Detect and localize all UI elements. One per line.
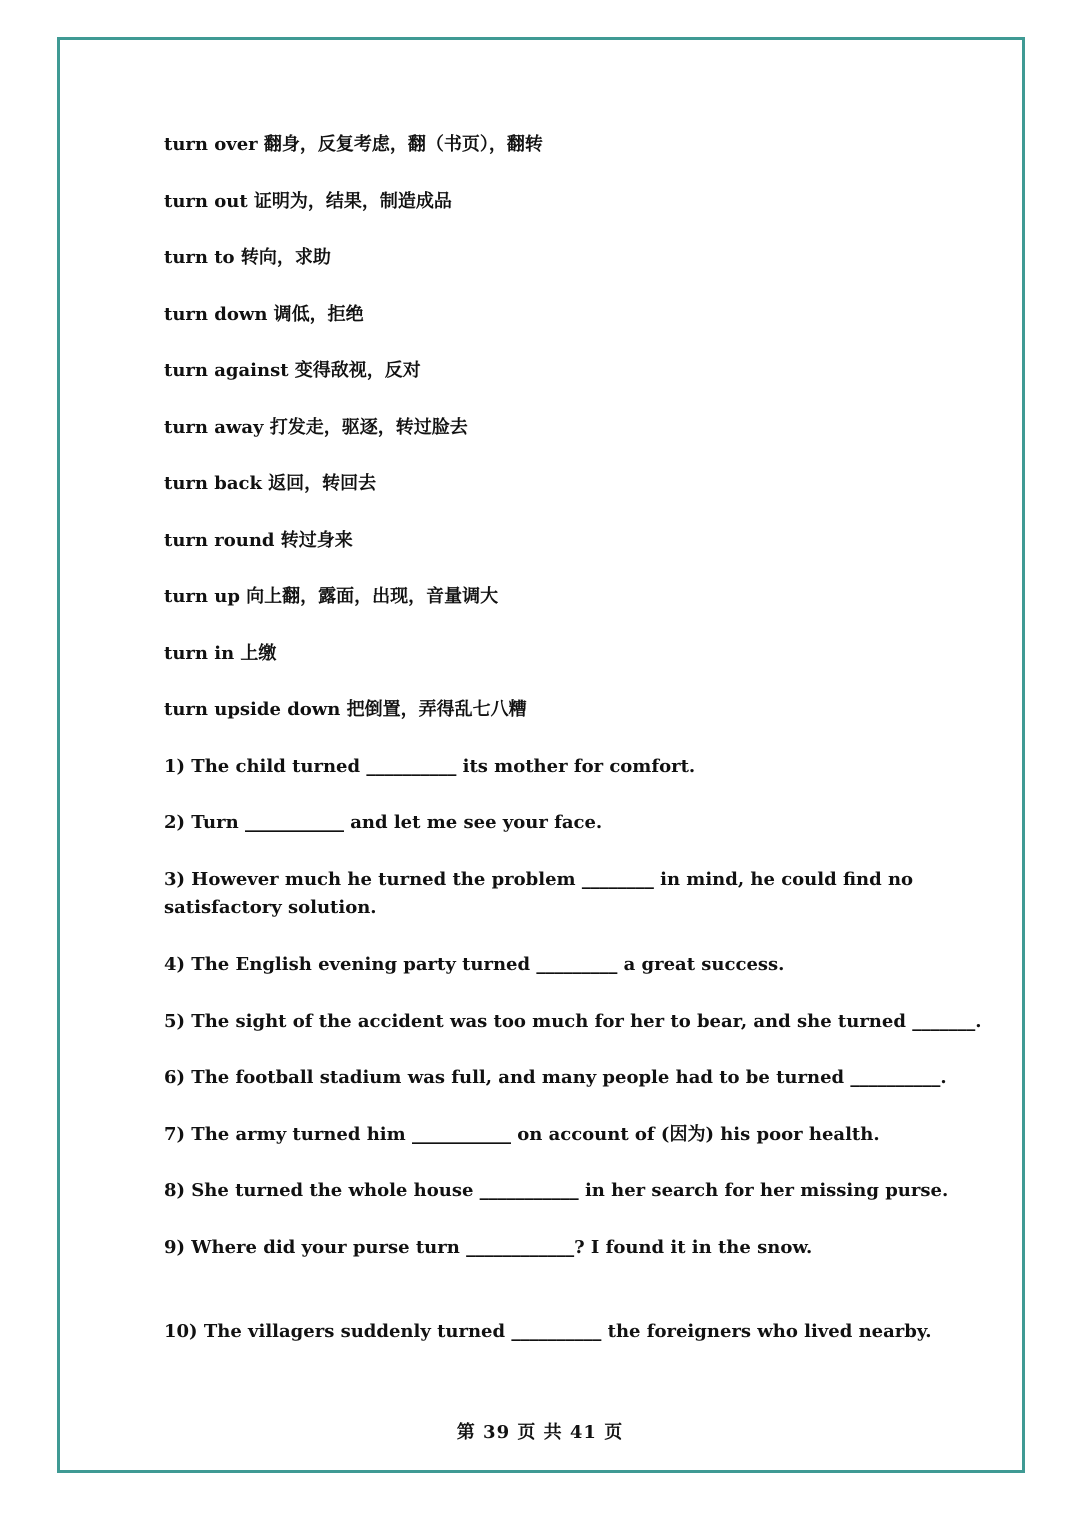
exercise-5: 5) The sight of the accident was too much for her to bear, and she turned _______. — [164, 1011, 982, 1032]
exercise-2: 2) Turn ___________ and let me see your face. — [164, 812, 603, 833]
phrase-turn-round: turn round 转过身来 — [164, 530, 353, 551]
exercise-8: 8) She turned the whole house ___________ in her search for her missing purse. — [164, 1180, 949, 1201]
phrase-turn-away: turn away 打发走，驱逐，转过脸去 — [164, 417, 468, 438]
phrase-turn-up: turn up 向上翻，露面，出现，音量调大 — [164, 586, 499, 607]
phrase-turn-to: turn to 转向，求助 — [164, 247, 331, 268]
exercise-1: 1) The child turned __________ its mother for comfort. — [164, 756, 696, 777]
exercise-10: 10) The villagers suddenly turned __________ the foreigners who lived nearby. — [164, 1321, 932, 1342]
exercise-6: 6) The football stadium was full, and many people had to be turned __________. — [164, 1067, 947, 1088]
exercise-9: 9) Where did your purse turn ____________? I found it in the snow. — [164, 1237, 813, 1258]
phrase-turn-over: turn over 翻身，反复考虑，翻（书页），翻转 — [164, 134, 543, 155]
phrase-turn-against: turn against 变得敌视，反对 — [164, 360, 421, 381]
phrase-turn-out: turn out 证明为，结果，制造成品 — [164, 191, 452, 212]
exercise-4: 4) The English evening party turned _________ a great success. — [164, 954, 785, 975]
exercise-3: 3) However much he turned the problem ________ in mind, he could find no satisfactory solution. — [164, 869, 914, 918]
phrase-turn-back: turn back 返回，转回去 — [164, 473, 377, 494]
phrase-turn-in: turn in 上缴 — [164, 643, 277, 664]
page-number-footer: 第 39 页 共 41 页 — [456, 1422, 624, 1443]
phrase-turn-upside-down: turn upside down 把倒置，弄得乱七八糟 — [164, 699, 527, 720]
phrase-turn-down: turn down 调低，拒绝 — [164, 304, 364, 325]
exercise-7: 7) The army turned him ___________ on account of (因为) his poor health. — [164, 1124, 880, 1145]
